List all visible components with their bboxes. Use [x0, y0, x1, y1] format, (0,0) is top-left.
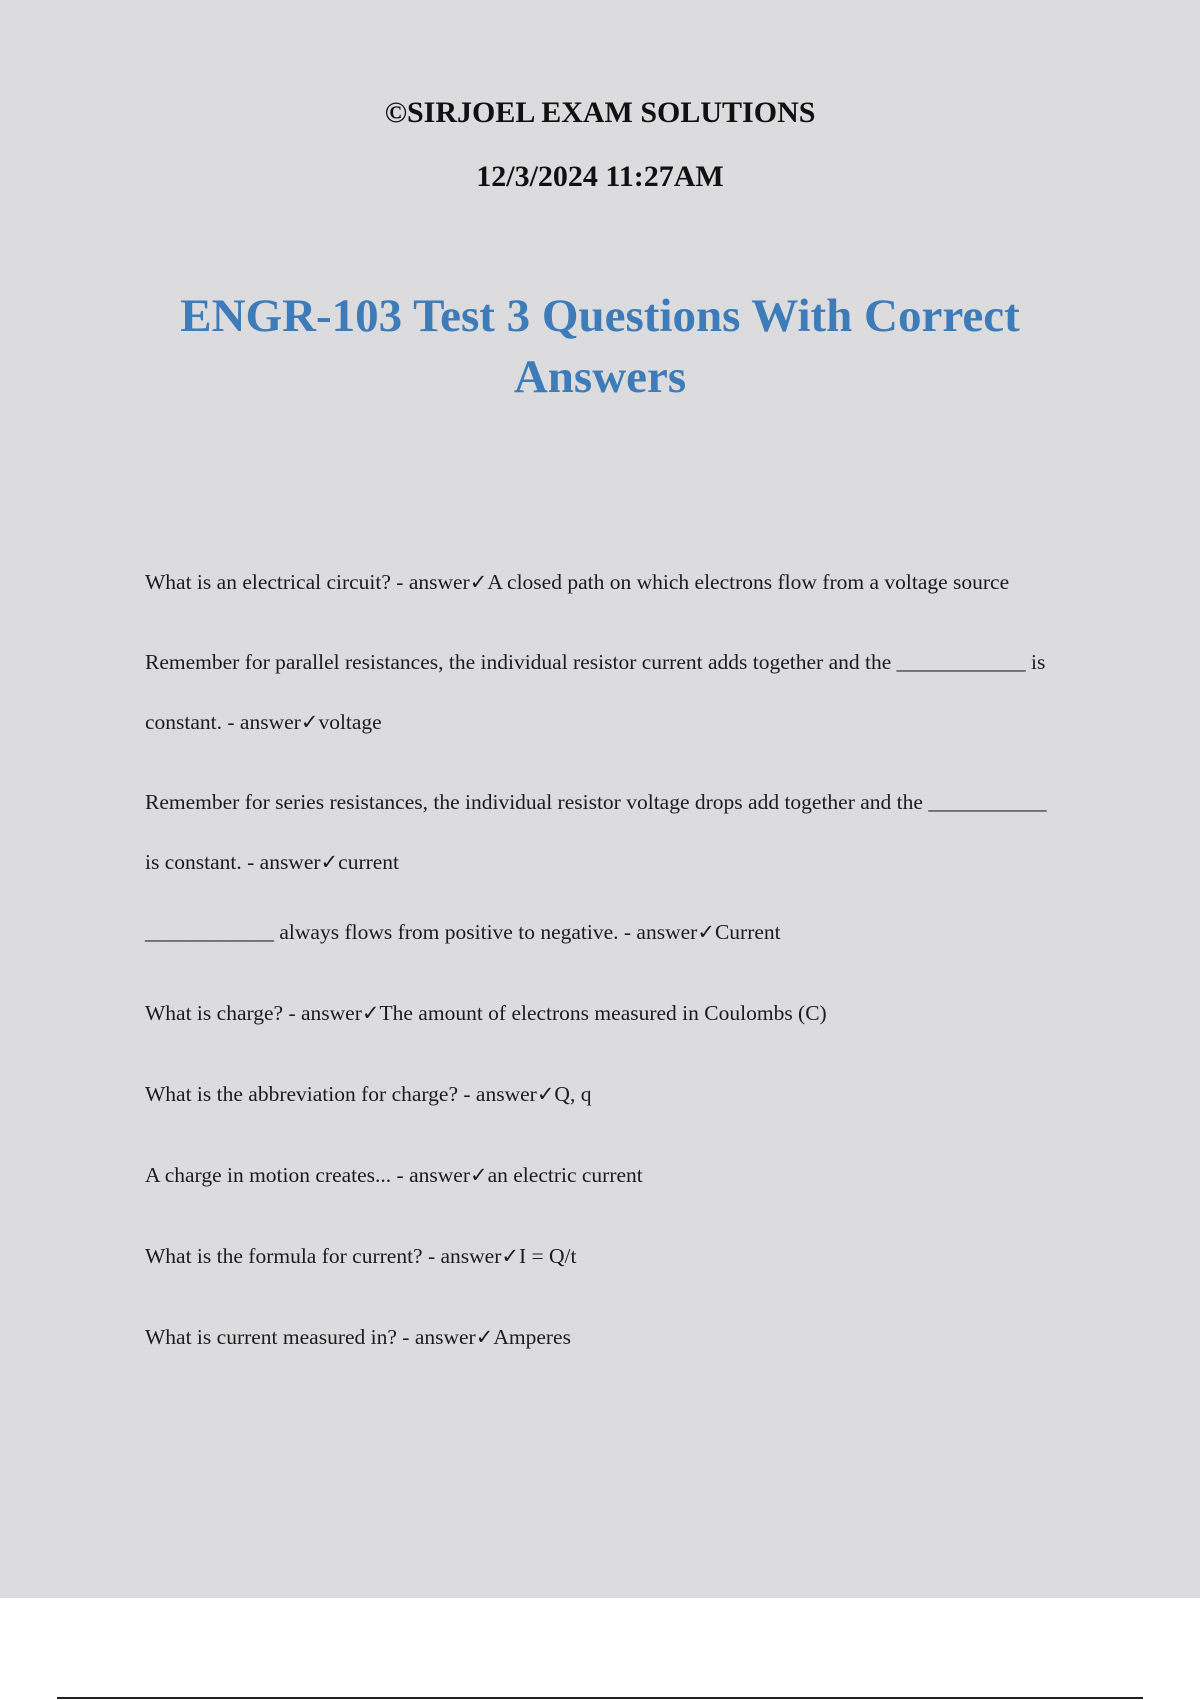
answer-text: The amount of electrons measured in Coulombs (C)	[379, 1001, 827, 1025]
qa-item	[145, 1155, 1065, 1195]
answer-text: current	[338, 850, 400, 874]
qa-item	[145, 993, 1065, 1033]
question-text: Remember for parallel resistances, the individual resistor current adds together and the ____________ is constant. - answer	[145, 650, 1046, 734]
answer-text: Q, q	[554, 1082, 592, 1106]
check-mark-icon: ✓	[536, 1082, 555, 1106]
answer-text: Amperes	[493, 1325, 571, 1349]
header-brand: ©SIRJOEL EXAM SOLUTIONS	[384, 96, 816, 129]
answer-text: A closed path on which electrons flow from a voltage source	[487, 570, 1010, 594]
check-mark-icon: ✓	[300, 710, 319, 734]
qa-item	[145, 632, 1065, 752]
check-mark-icon: ✓	[361, 1001, 380, 1025]
qa-item	[145, 552, 1065, 612]
check-mark-icon: ✓	[475, 1325, 494, 1349]
answer-text: voltage	[318, 710, 382, 734]
check-mark-icon: ✓	[697, 920, 715, 944]
question-text: What is the abbreviation for charge? - answer	[145, 1082, 537, 1106]
footer-divider	[57, 1697, 1143, 1699]
document-title: ENGR-103 Test 3 Questions With Correct Answers	[180, 290, 1020, 403]
check-mark-icon: ✓	[320, 850, 339, 874]
check-mark-icon: ✓	[469, 570, 488, 594]
answer-text: I = Q/t	[519, 1244, 577, 1268]
question-text: What is current measured in? - answer	[145, 1325, 476, 1349]
answer-text: an electric current	[487, 1163, 643, 1187]
check-mark-icon: ✓	[501, 1244, 519, 1268]
qa-item	[145, 1074, 1065, 1114]
question-text: Remember for series resistances, the individual resistor voltage drops add together and the ___________ is constant. - answer	[145, 790, 1047, 874]
qa-item	[145, 772, 1065, 892]
question-text: ____________ always flows from positive to negative. - answer	[145, 920, 698, 944]
answer-text: Current	[714, 920, 781, 944]
qa-list	[145, 552, 1065, 1398]
qa-item	[145, 912, 1065, 952]
question-text: A charge in motion creates... - answer	[145, 1163, 470, 1187]
header-datetime: 12/3/2024 11:27AM	[476, 160, 724, 193]
question-text: What is charge? - answer	[145, 1001, 362, 1025]
check-mark-icon: ✓	[469, 1163, 488, 1187]
question-text: What is the formula for current? - answer	[145, 1244, 502, 1268]
qa-item	[145, 1317, 1065, 1357]
question-text: What is an electrical circuit? - answer	[145, 570, 470, 594]
qa-item	[145, 1236, 1065, 1276]
